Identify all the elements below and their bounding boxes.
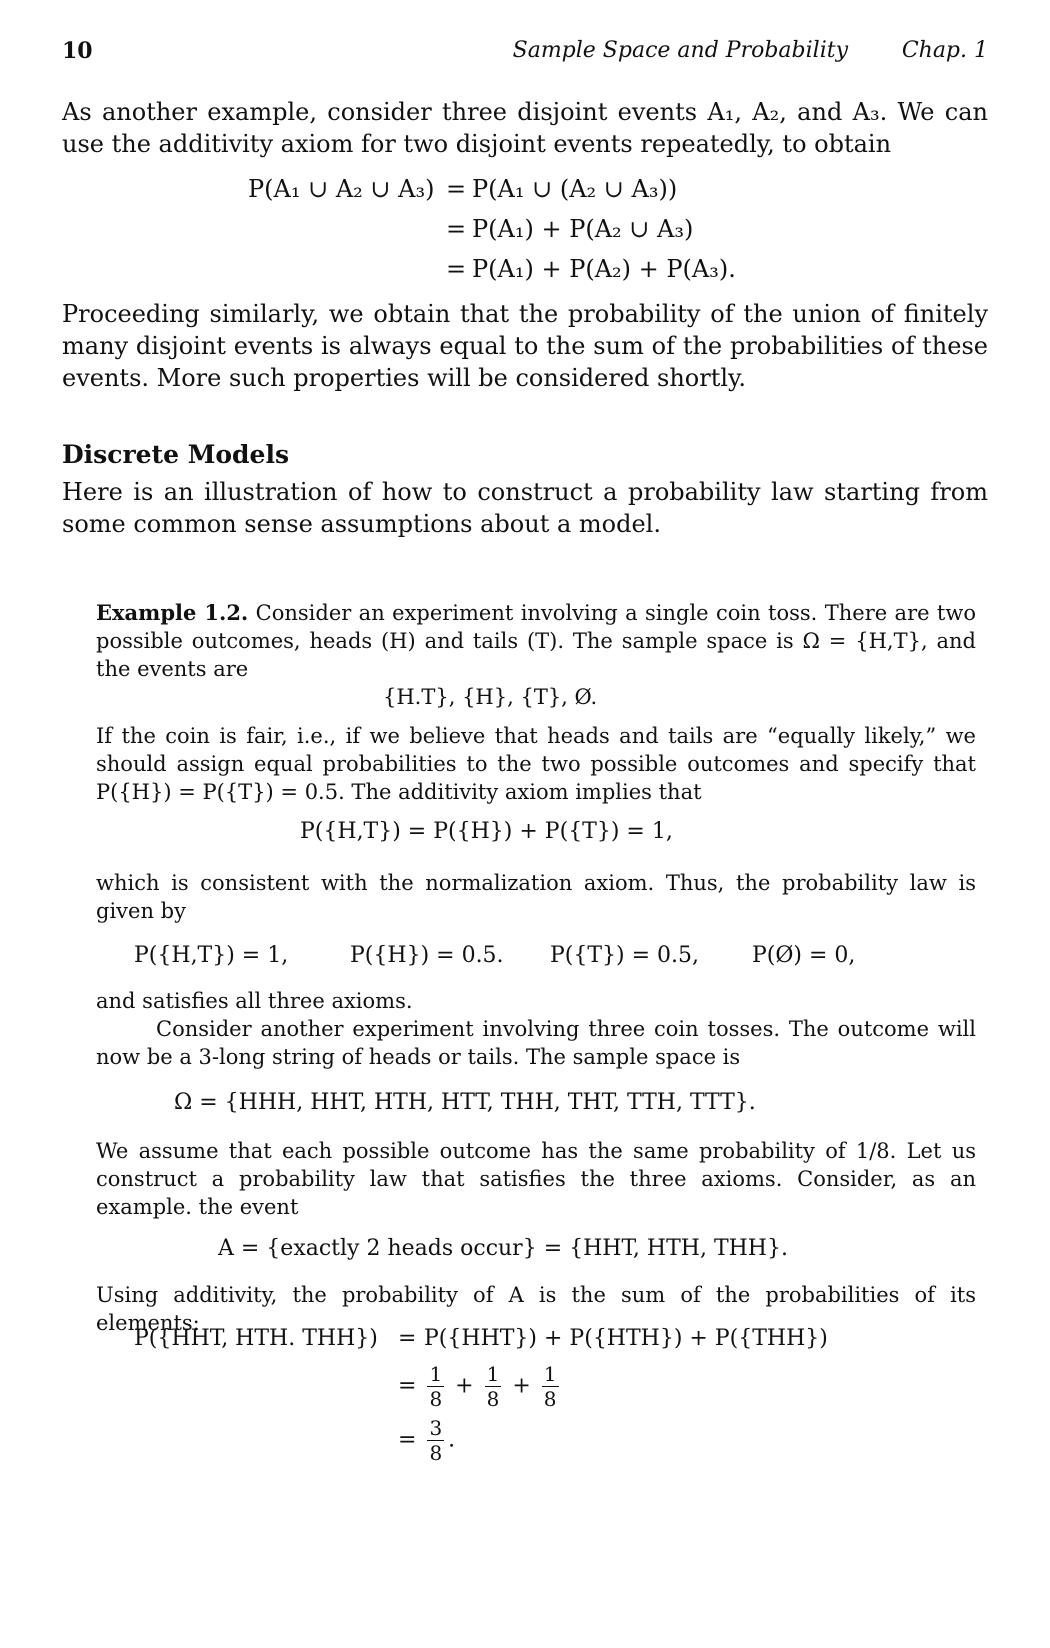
fraction: $\frac{1}{8}$	[543, 1362, 557, 1411]
sample-space-equation: Ω = {HHH, HHT, HTH, HTT, THH, THT, TTH, TTT}.	[174, 1090, 756, 1115]
example-paragraph-3: which is consistent with the normalization axiom. Thus, the probability law is given by	[96, 871, 976, 923]
example-paragraph-7: Using additivity, the probability of A is the sum of the probabilities of its elements:	[96, 1283, 976, 1335]
law-item-1: P({H,T}) = 1,	[134, 943, 289, 968]
example-paragraph-6: We assume that each possible outcome has the same probability of 1/8. Let us construct a probability law that satisfies the three axioms. Consider, as an example. the event	[96, 1139, 976, 1219]
plus-sign: +	[512, 1373, 531, 1399]
events-list: {H.T}, {H}, {T}, Ø.	[383, 685, 598, 709]
equation-rhs-1: P(A₁ ∪ (A₂ ∪ A₃))	[472, 175, 678, 203]
equals-sign: =	[446, 215, 467, 243]
example-paragraph-5	[96, 1015, 976, 1071]
intro-paragraph: As another example, consider three disjoint events A₁, A₂, and A₃. We can use the additivity axiom for two disjoint events repeatedly, to obtain	[62, 98, 988, 158]
page-header	[62, 38, 988, 70]
equation-rhs-sum: P({HHT}) + P({HTH}) + P({THH})	[424, 1326, 828, 1351]
result-line	[398, 1416, 455, 1465]
event-a-definition: A = {exactly 2 heads occur} = {HHT, HTH, THH}.	[218, 1236, 788, 1261]
chapter-label: Chap. 1	[901, 38, 988, 63]
fraction: $\frac{1}{8}$	[429, 1362, 443, 1411]
result-fraction: $\frac{3}{8}$	[429, 1416, 443, 1465]
fraction-line	[398, 1362, 563, 1411]
law-item-4: P(Ø) = 0,	[752, 943, 856, 968]
equals-sign: =	[398, 1373, 417, 1399]
equals-sign: =	[398, 1427, 417, 1453]
example-paragraph-2: If the coin is fair, i.e., if we believe that heads and tails are “equally likely,” we should assign equal probabilities to the two possible outcomes and specify that P({H}) = P({T}) = 0.5. The additivity axiom implies that	[96, 724, 976, 804]
plus-sign: +	[455, 1373, 474, 1399]
equals-sign: =	[446, 175, 467, 203]
equation-lhs: P({HHT, HTH. THH})	[134, 1326, 378, 1351]
running-title: Sample Space and Probability	[512, 38, 848, 63]
example-paragraph-4: and satisfies all three axioms.	[96, 989, 413, 1013]
equation-rhs-3: P(A₁) + P(A₂) + P(A₃).	[472, 255, 736, 283]
fraction: $\frac{1}{8}$	[486, 1362, 500, 1411]
section-heading: Discrete Models	[62, 440, 290, 469]
section-paragraph: Here is an illustration of how to construct a probability law starting from some common sense assumptions about a model.	[62, 478, 988, 538]
page-number: 10	[62, 38, 93, 64]
additivity-equation: P({H,T}) = P({H}) + P({T}) = 1,	[300, 819, 673, 844]
law-item-2: P({H}) = 0.5.	[350, 943, 504, 968]
equals-sign: =	[446, 255, 467, 283]
example-paragraph-1	[96, 599, 976, 683]
example-text: Consider an experiment involving a single coin toss. There are two possible outcomes, heads (H) and tails (T). The sample space is Ω = {H,T}, and the events are	[96, 601, 976, 681]
example-text: Consider another experiment involving three coin tosses. The outcome will now be a 3-long string of heads or tails. The sample space is	[96, 1017, 976, 1069]
law-item-3: P({T}) = 0.5,	[550, 943, 700, 968]
equation-rhs-2: P(A₁) + P(A₂ ∪ A₃)	[472, 215, 694, 243]
proceeding-paragraph: Proceeding similarly, we obtain that the probability of the union of finitely many disjoint events is always equal to the sum of the probabilities of these events. More such properties will be considered shortly.	[62, 300, 988, 392]
example-label: Example 1.2.	[96, 600, 249, 625]
equals-sign: =	[398, 1326, 417, 1351]
equation-lhs: P(A₁ ∪ A₂ ∪ A₃)	[248, 175, 435, 203]
period: .	[448, 1427, 456, 1453]
